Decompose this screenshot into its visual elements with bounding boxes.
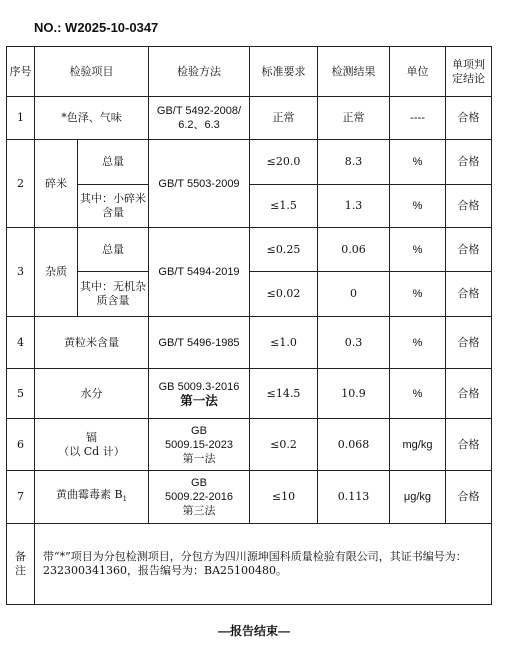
report-number: NO.: W2025-10-0347 <box>34 20 159 35</box>
result-cell: 0.113 <box>318 471 390 524</box>
header-row <box>7 47 492 97</box>
result-cell: 10.9 <box>318 369 390 419</box>
result-cell: 8.3 <box>318 140 390 185</box>
header-method: 检验方法 <box>149 47 250 97</box>
seq-cell: 6 <box>7 419 35 471</box>
method-cell: GB/T 5494-2019 <box>149 228 250 317</box>
item-cell <box>35 471 149 524</box>
inspection-table <box>6 46 492 605</box>
method-line: 第三法 <box>182 504 216 517</box>
method-cell: GB/T 5496-1985 <box>149 317 250 369</box>
item-text: 黄曲霉毒素 B <box>55 487 123 501</box>
standard-cell: 正常 <box>250 97 318 140</box>
standard-cell: ≤0.25 <box>250 228 318 272</box>
unit-cell: mg/kg <box>390 419 446 471</box>
standard-cell: ≤10 <box>250 471 318 524</box>
report-end: —报告结束— <box>217 624 290 638</box>
header-result: 检测结果 <box>318 47 390 97</box>
result-cell: 0.068 <box>318 419 390 471</box>
result-cell: 1.3 <box>318 185 390 228</box>
standard-cell: ≤1.0 <box>250 317 318 369</box>
method-cell: GB/T 5503-2009 <box>149 140 250 228</box>
unit-cell: % <box>390 317 446 369</box>
item-line: （以 Cd 计） <box>58 444 125 458</box>
standard-cell: ≤14.5 <box>250 369 318 419</box>
standard-cell: ≤1.5 <box>250 185 318 228</box>
header-standard: 标准要求 <box>250 47 318 97</box>
conclusion-cell: 合格 <box>446 140 492 185</box>
header-seq: 序号 <box>7 47 35 97</box>
table-row <box>7 272 492 317</box>
remark-row <box>7 524 492 605</box>
unit-cell: % <box>390 185 446 228</box>
method-line: GB <box>191 424 207 437</box>
subitem-cell: 总量 <box>78 140 149 185</box>
remark-label-char: 注 <box>15 564 26 577</box>
method-cell <box>149 419 250 471</box>
conclusion-cell: 合格 <box>446 97 492 140</box>
method-line: 第一法 <box>180 392 218 408</box>
subitem-cell: 其中：小碎米含量 <box>78 185 149 228</box>
conclusion-cell: 合格 <box>446 228 492 272</box>
seq-cell: 7 <box>7 471 35 524</box>
conclusion-cell: 合格 <box>446 317 492 369</box>
method-line: 第一法 <box>182 451 216 465</box>
result-cell: 0.06 <box>318 228 390 272</box>
seq-cell: 4 <box>7 317 35 369</box>
item-line: 镉 <box>86 430 97 444</box>
header-unit: 单位 <box>390 47 446 97</box>
unit-cell: % <box>390 272 446 317</box>
item-cell <box>35 419 149 471</box>
item-cell: *色泽、气味 <box>35 97 149 140</box>
table-row <box>7 471 492 524</box>
table-row <box>7 419 492 471</box>
seq-cell: 5 <box>7 369 35 419</box>
seq-cell: 3 <box>7 228 35 317</box>
table-row <box>7 317 492 369</box>
result-cell: 正常 <box>318 97 390 140</box>
conclusion-cell: 合格 <box>446 185 492 228</box>
method-cell: GB/T 5492-2008/ 6.2、6.3 <box>149 97 250 140</box>
unit-cell: % <box>390 228 446 272</box>
table-row <box>7 369 492 419</box>
standard-cell: ≤0.2 <box>250 419 318 471</box>
item-subscript: 1 <box>122 495 128 504</box>
method-line: GB 5009.3-2016 <box>158 380 240 393</box>
method-cell <box>149 471 250 524</box>
header-conclusion: 单项判定结论 <box>446 47 492 97</box>
method-line: 5009.22-2016 <box>165 491 233 503</box>
conclusion-cell: 合格 <box>446 471 492 524</box>
item-cell: 水分 <box>35 369 149 419</box>
remark-label <box>7 524 35 605</box>
result-cell: 0.3 <box>318 317 390 369</box>
item-cell: 碎米 <box>35 140 78 228</box>
seq-cell: 2 <box>7 140 35 228</box>
conclusion-cell: 合格 <box>446 369 492 419</box>
item-cell: 杂质 <box>35 228 78 317</box>
standard-cell: ≤0.02 <box>250 272 318 317</box>
table-row <box>7 185 492 228</box>
table-row <box>7 228 492 272</box>
subitem-cell: 总量 <box>78 228 149 272</box>
subitem-cell: 其中：无机杂质含量 <box>78 272 149 317</box>
remark-text: 带“*”项目为分包检测项目，分包方为四川源坤国科质量检验有限公司，其证书编号为：232300341360，报告编号为：BA25100480。 <box>35 524 492 605</box>
conclusion-cell: 合格 <box>446 419 492 471</box>
seq-cell: 1 <box>7 97 35 140</box>
table-row <box>7 140 492 185</box>
conclusion-cell: 合格 <box>446 272 492 317</box>
table-row <box>7 97 492 140</box>
header-item: 检验项目 <box>35 47 149 97</box>
item-cell: 黄粒米含量 <box>35 317 149 369</box>
unit-cell: ---- <box>390 97 446 140</box>
result-cell: 0 <box>318 272 390 317</box>
method-line: GB <box>191 477 207 489</box>
unit-cell: % <box>390 369 446 419</box>
method-line: 5009.15-2023 <box>165 438 233 451</box>
method-cell <box>149 369 250 419</box>
unit-cell: % <box>390 140 446 185</box>
remark-label-char: 备 <box>15 550 26 563</box>
unit-cell: μg/kg <box>390 471 446 524</box>
standard-cell: ≤20.0 <box>250 140 318 185</box>
